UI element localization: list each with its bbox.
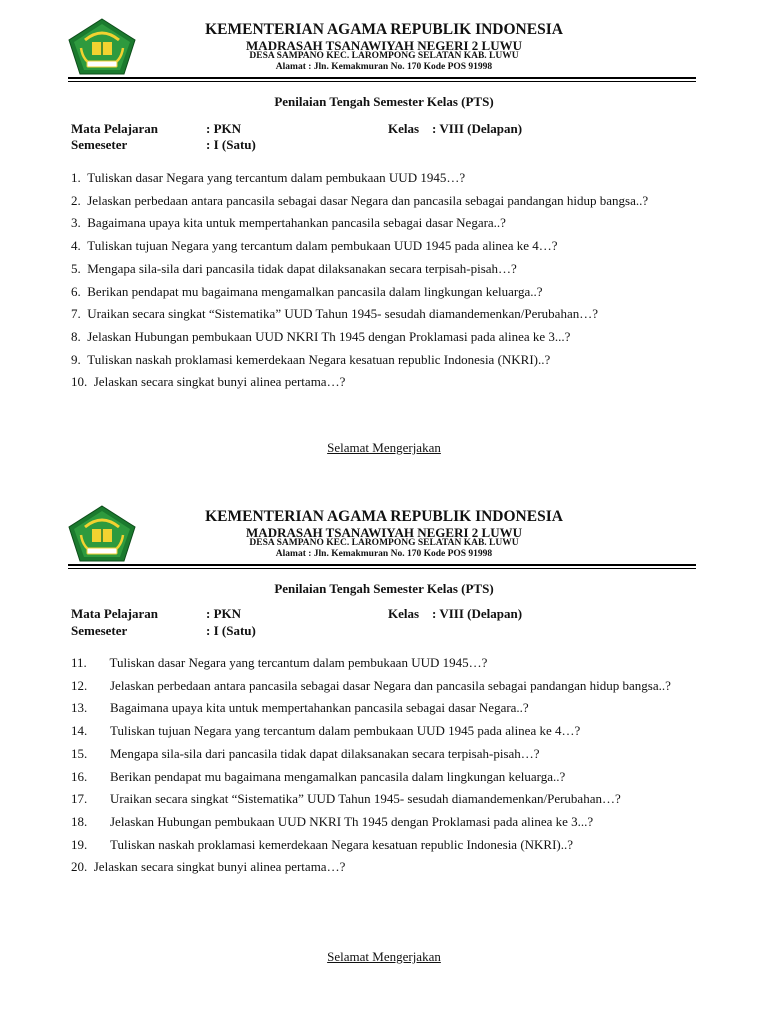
question-item [71, 720, 711, 743]
question-text: Tuliskan naskah proklamasi kemerdekaan Negara kesatuan republic Indonesia (NKRI)..? [110, 836, 574, 852]
question-item [71, 349, 711, 372]
question-item [71, 281, 711, 304]
header-divider-thick [68, 564, 696, 566]
question-number: 9. [71, 351, 81, 367]
semester-value: : I (Satu) [206, 137, 256, 152]
question-number: 12. [71, 677, 88, 693]
question-number: 8. [71, 328, 81, 344]
question-item [71, 652, 711, 675]
question-item [71, 167, 711, 190]
question-item [71, 371, 711, 394]
question-number: 19. [71, 836, 88, 852]
question-number: 5. [71, 260, 81, 276]
school-village: DESA SAMPANO KEC. LAROMPONG SELATAN KAB. LUWU [249, 51, 519, 61]
question-number: 13. [71, 700, 88, 716]
question-text: Bagaimana upaya kita untuk mempertahankan pancasila sebagai dasar Negara..? [110, 700, 529, 716]
class-value: : VIII (Delapan) [432, 606, 523, 621]
header-divider-thin [68, 81, 696, 82]
subject-value: : PKN [206, 606, 242, 621]
subject-label: Mata Pelajaran [71, 121, 159, 136]
question-number: 16. [71, 768, 88, 784]
kemenag-emblem-icon [67, 18, 137, 76]
question-text: Jelaskan secara singkat bunyi alinea pertama…? [93, 374, 346, 390]
header-divider-thin [68, 568, 696, 569]
exam-title: Penilaian Tengah Semester Kelas (PTS) [274, 581, 494, 596]
closing-greeting: Selamat Mengerjakan [327, 440, 441, 455]
question-number: 17. [71, 791, 88, 807]
question-text: Jelaskan perbedaan antara pancasila sebagai dasar Negara dan pancasila sebagai pandangan hidup bangsa..? [87, 192, 649, 208]
question-number: 2. [71, 192, 81, 208]
question-number: 11. [71, 655, 87, 670]
question-text: Jelaskan Hubungan pembukaan UUD NKRI Th 1945 dengan Proklamasi pada alinea ke 3...? [110, 813, 594, 829]
ministry-name: KEMENTERIAN AGAMA REPUBLIK INDONESIA [205, 21, 563, 38]
class-label: Kelas [388, 606, 420, 621]
question-list [71, 652, 711, 879]
question-item [71, 190, 711, 213]
school-address: Alamat : Jln. Kemakmuran No. 170 Kode POS 91998 [275, 549, 493, 559]
header-divider-thick [68, 77, 696, 79]
ministry-name: KEMENTERIAN AGAMA REPUBLIK INDONESIA [205, 508, 563, 525]
question-item [71, 303, 711, 326]
school-village: DESA SAMPANO KEC. LAROMPONG SELATAN KAB. LUWU [249, 538, 519, 548]
question-number: 1. [71, 170, 81, 185]
class-label: Kelas [388, 121, 420, 136]
question-number: 10. [71, 374, 88, 390]
question-item [71, 834, 711, 857]
question-item [71, 788, 711, 811]
question-item [71, 675, 711, 698]
semester-label: Semeseter [71, 137, 128, 152]
school-address: Alamat : Jln. Kemakmuran No. 170 Kode POS 91998 [275, 62, 493, 72]
question-item [71, 258, 711, 281]
question-number: 18. [71, 813, 88, 829]
question-number: 20. [71, 859, 88, 875]
question-item [71, 811, 711, 834]
question-item [71, 212, 711, 235]
question-item [71, 697, 711, 720]
question-item [71, 326, 711, 349]
class-value: : VIII (Delapan) [432, 121, 523, 136]
question-number: 3. [71, 215, 81, 231]
question-text: Uraikan secara singkat “Sistematika” UUD Tahun 1945- sesudah diamandemenkan/Perubahan…? [87, 306, 598, 322]
question-item [71, 743, 711, 766]
subject-label: Mata Pelajaran [71, 606, 159, 621]
question-text: Tuliskan dasar Negara yang tercantum dalam pembukaan UUD 1945…? [109, 655, 488, 670]
question-number: 4. [71, 238, 81, 254]
closing-greeting: Selamat Mengerjakan [327, 949, 441, 964]
question-text: Tuliskan naskah proklamasi kemerdekaan Negara kesatuan republic Indonesia (NKRI)..? [87, 351, 551, 367]
question-text: Berikan pendapat mu bagaimana mengamalkan pancasila dalam lingkungan keluarga..? [110, 768, 566, 784]
question-text: Mengapa sila-sila dari pancasila tidak dapat dilaksanakan secara terpisah-pisah…? [110, 745, 540, 761]
question-text: Tuliskan tujuan Negara yang tercantum dalam pembukaan UUD 1945 pada alinea ke 4…? [87, 238, 558, 254]
question-text: Tuliskan dasar Negara yang tercantum dalam pembukaan UUD 1945…? [87, 170, 466, 185]
question-text: Bagaimana upaya kita untuk mempertahankan pancasila sebagai dasar Negara..? [87, 215, 506, 231]
question-number: 7. [71, 306, 81, 322]
question-text: Jelaskan secara singkat bunyi alinea pertama…? [93, 859, 346, 875]
question-number: 14. [71, 723, 88, 739]
semester-value: : I (Satu) [206, 623, 256, 638]
school-name: MADRASAH TSANAWIYAH NEGERI 2 LUWU [246, 525, 522, 540]
question-item [71, 856, 711, 879]
subject-value: : PKN [206, 121, 242, 136]
question-text: Uraikan secara singkat “Sistematika” UUD Tahun 1945- sesudah diamandemenkan/Perubahan…? [110, 791, 621, 807]
question-text: Jelaskan perbedaan antara pancasila sebagai dasar Negara dan pancasila sebagai pandangan hidup bangsa..? [110, 677, 671, 693]
exam-title: Penilaian Tengah Semester Kelas (PTS) [274, 94, 494, 109]
question-item [71, 235, 711, 258]
kemenag-emblem-icon [67, 505, 137, 563]
question-text: Mengapa sila-sila dari pancasila tidak dapat dilaksanakan secara terpisah-pisah…? [87, 260, 517, 276]
question-text: Jelaskan Hubungan pembukaan UUD NKRI Th 1945 dengan Proklamasi pada alinea ke 3...? [87, 328, 571, 344]
school-name: MADRASAH TSANAWIYAH NEGERI 2 LUWU [246, 38, 522, 53]
question-number: 15. [71, 745, 88, 761]
question-text: Berikan pendapat mu bagaimana mengamalkan pancasila dalam lingkungan keluarga..? [87, 283, 543, 299]
question-list [71, 167, 711, 394]
question-text: Tuliskan tujuan Negara yang tercantum dalam pembukaan UUD 1945 pada alinea ke 4…? [110, 723, 581, 739]
question-number: 6. [71, 283, 81, 299]
semester-label: Semeseter [71, 623, 128, 638]
question-item [71, 766, 711, 789]
